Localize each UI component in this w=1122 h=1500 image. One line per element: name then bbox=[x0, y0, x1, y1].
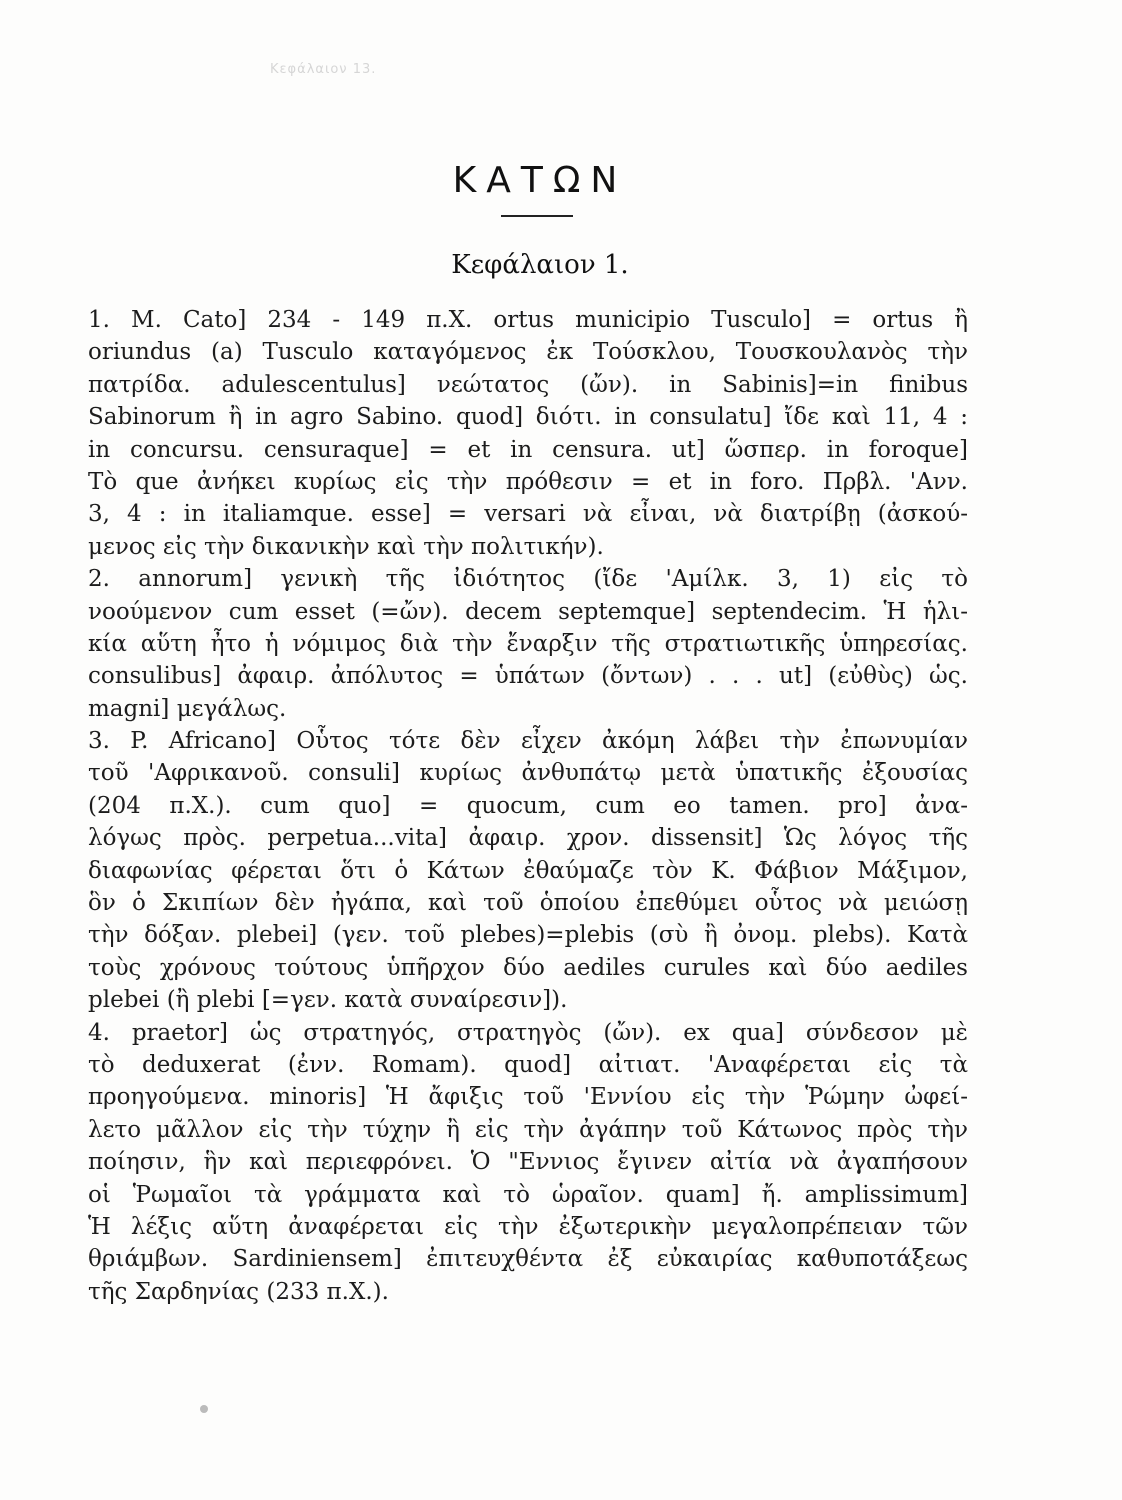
text-line: κία αὕτη ἦτο ἡ νόμιμος διὰ τὴν ἔναρξιν τῆς στρατιωτικῆς ὑπηρεσίας. bbox=[88, 630, 968, 657]
text-line: μενος εἰς τὴν δικανικὴν καὶ τὴν πολιτικήν). bbox=[88, 533, 604, 560]
text-line: οἱ Ῥωμαῖοι τὰ γράμματα καὶ τὸ ὡραῖον. quam] ἤ. amplissimum] bbox=[88, 1181, 968, 1208]
text-line: 4. praetor] ὡς στρατηγός, στρατηγὸς (ὤν). ex qua] σύνδεσον μὲ bbox=[88, 1019, 968, 1046]
text-line: 2. annorum] γενικὴ τῆς ἰδιότητος (ἴδε 'Αμίλκ. 3, 1) εἰς τὸ bbox=[88, 566, 968, 593]
text-line: προηγούμενα. minoris] Ἡ ἄφιξις τοῦ 'Εννίου εἰς τὴν Ῥώμην ὠφεί- bbox=[88, 1084, 968, 1111]
text-line: (204 π.Χ.). cum quo] = quocum, cum eo tamen. pro] ἀνα- bbox=[88, 792, 968, 819]
text-line: ποίησιν, ἣν καὶ περιεφρόνει. Ὁ "Εννιος ἔγινεν αἰτία νὰ ἀγαπήσουν bbox=[88, 1149, 968, 1176]
text-line: Sabinorum ἢ in agro Sabino. quod] διότι. in consulatu] ἴδε καὶ 11, 4 : bbox=[88, 404, 968, 431]
text-line: plebei (ἢ plebi [=γεν. κατὰ συναίρεσιν]). bbox=[88, 987, 568, 1014]
text-line: magni] μεγάλως. bbox=[88, 695, 287, 722]
bleed-through-header: Κεφάλαιον 13. bbox=[270, 62, 377, 77]
text-line: 3. P. Africano] Οὗτος τότε δὲν εἶχεν ἀκόμη λάβει τὴν ἐπωνυμίαν bbox=[88, 728, 968, 755]
text-line: τοὺς χρόνους τούτους ὑπῆρχον δύο aediles curules καὶ δύο aediles bbox=[88, 954, 968, 981]
paper-speck bbox=[200, 1405, 208, 1413]
page-title: ΚΑΤΩΝ bbox=[452, 160, 628, 201]
chapter-heading: Κεφάλαιον 1. bbox=[451, 250, 629, 280]
text-line: τοῦ 'Αφρικανοῦ. consuli] κυρίως ἀνθυπάτῳ μετὰ ὑπατικῆς ἐξουσίας bbox=[88, 760, 968, 787]
text-line: λετο μᾶλλον εἰς τὴν τύχην ἢ εἰς τὴν ἀγάπην τοῦ Κάτωνος πρὸς τὴν bbox=[88, 1116, 968, 1143]
text-line: 1. M. Cato] 234 - 149 π.Χ. ortus municipio Tusculo] = ortus ἢ bbox=[88, 307, 968, 333]
text-line: ὃν ὁ Σκιπίων δὲν ἠγάπα, καὶ τοῦ ὁποίου ἐπεθύμει οὗτος νὰ μειώσῃ bbox=[88, 890, 968, 917]
text-line: Ἡ λέξις αὕτη ἀναφέρεται εἰς τὴν ἐξωτερικὴν μεγαλοπρέπειαν τῶν bbox=[88, 1213, 968, 1240]
text-line: πατρίδα. adulescentulus] νεώτατος (ὤν). in Sabinis]=in finibus bbox=[88, 371, 968, 398]
text-line: νοούμενον cum esset (=ὤν). decem septemque] septendecim. Ἡ ἡλι- bbox=[88, 598, 968, 625]
title-rule bbox=[501, 215, 573, 217]
text-line: Τὸ que ἀνήκει κυρίως εἰς τὴν πρόθεσιν = et in foro. Πρβλ. 'Ανν. bbox=[88, 468, 968, 495]
text-line: λόγως πρὸς. perpetua...vita] ἀφαιρ. χρον. dissensit] Ὡς λόγος τῆς bbox=[88, 825, 968, 852]
text-line: oriundus (a) Tusculo καταγόμενος ἐκ Τούσκλου, Τουσκουλανὸς τὴν bbox=[88, 339, 968, 366]
text-line: τὴν δόξαν. plebei] (γεν. τοῦ plebes)=plebis (σὺ ἢ ὀνομ. plebs). Κατὰ bbox=[88, 922, 968, 949]
text-line: consulibus] ἀφαιρ. ἀπόλυτος = ὑπάτων (ὄντων) . . . ut] (εὐθὺς) ὡς. bbox=[88, 663, 968, 690]
text-line: θριάμβων. Sardiniensem] ἐπιτευχθέντα ἐξ εὐκαιρίας καθυποτάξεως bbox=[88, 1246, 968, 1273]
commentary-body bbox=[88, 304, 968, 1308]
text-line: τὸ deduxerat (ἐνν. Romam). quod] αἰτιατ. 'Αναφέρεται εἰς τὰ bbox=[88, 1051, 968, 1078]
text-line: διαφωνίας φέρεται ὅτι ὁ Κάτων ἐθαύμαζε τὸν Κ. Φάβιον Μάξιμον, bbox=[88, 857, 968, 884]
text-line: 3, 4 : in italiamque. esse] = versari νὰ εἶναι, νὰ διατρίβῃ (ἀσκού- bbox=[88, 501, 968, 528]
text-line: in concursu. censuraque] = et in censura. ut] ὥσπερ. in foroque] bbox=[88, 436, 968, 463]
text-line: τῆς Σαρδηνίας (233 π.Χ.). bbox=[88, 1278, 389, 1305]
